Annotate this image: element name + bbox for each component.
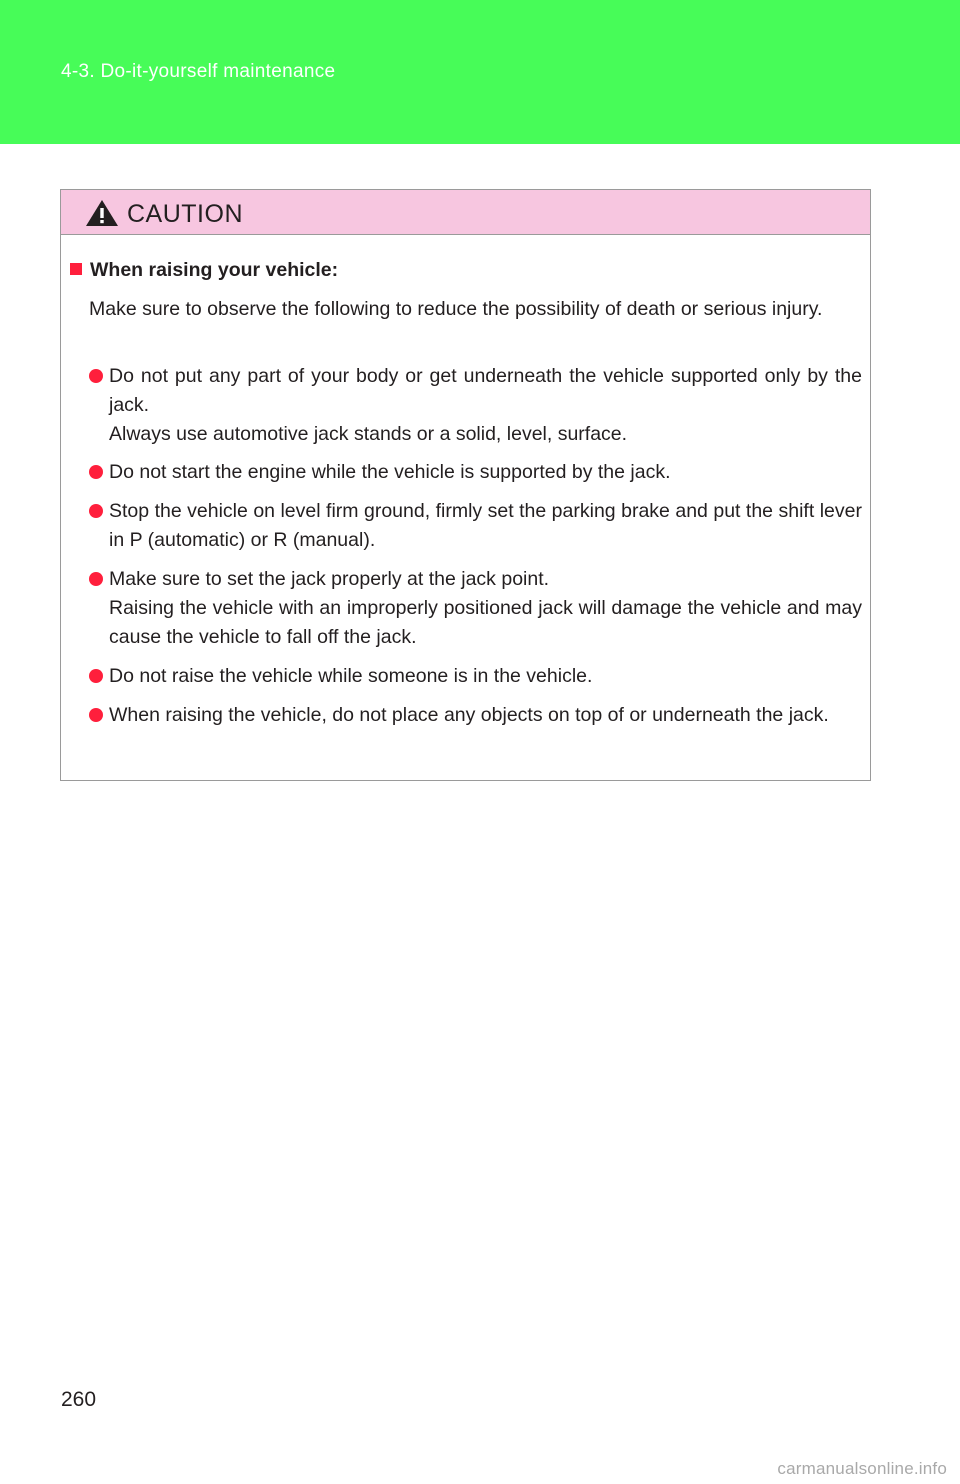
caution-bullet (89, 497, 862, 555)
bullet-line: Stop the vehicle on level firm ground, firmly set the parking brake and put the shift lever in P (automatic) or R (manual). (109, 500, 862, 551)
bullet-line: Do not put any part of your body or get underneath the vehicle supported only by the jack. (109, 365, 862, 416)
bullet-dot-icon (89, 669, 103, 683)
bullet-line: Make sure to set the jack properly at the jack point. (109, 568, 550, 590)
section-title: 4-3. Do-it-yourself maintenance (61, 61, 336, 82)
watermark: carmanualsonline.info (777, 1459, 947, 1478)
caution-bullet (89, 362, 862, 449)
caution-bullet (89, 701, 862, 730)
bullet-dot-icon (89, 504, 103, 518)
bullet-line: Always use automotive jack stands or a solid, level, surface. (109, 423, 628, 445)
bullet-line: Do not raise the vehicle while someone is in the vehicle. (109, 665, 593, 687)
bullet-dot-icon (89, 465, 103, 479)
page-number: 260 (61, 1388, 97, 1411)
caution-title: CAUTION (127, 200, 243, 228)
caution-bullet (89, 458, 862, 487)
bullet-line: When raising the vehicle, do not place any objects on top of or underneath the jack. (109, 704, 829, 726)
caution-bullet (89, 662, 862, 691)
bullet-dot-icon (89, 369, 103, 383)
caution-subheading (70, 259, 338, 282)
caution-bullet (89, 565, 862, 652)
bullet-line: Do not start the engine while the vehicle is supported by the jack. (109, 461, 671, 483)
bullet-dot-icon (89, 572, 103, 586)
header-band (0, 0, 960, 144)
bullet-line: Raising the vehicle with an improperly positioned jack will damage the vehicle and may cause the vehicle to fall off the jack. (109, 597, 862, 648)
caution-header (61, 190, 870, 235)
bullet-dot-icon (89, 708, 103, 722)
warning-triangle-icon (85, 199, 119, 227)
caution-box (60, 189, 871, 781)
caution-intro: Make sure to observe the following to reduce the possibility of death or serious injury. (89, 298, 823, 320)
square-bullet-icon (70, 263, 82, 275)
subheading-text: When raising your vehicle: (90, 259, 339, 281)
